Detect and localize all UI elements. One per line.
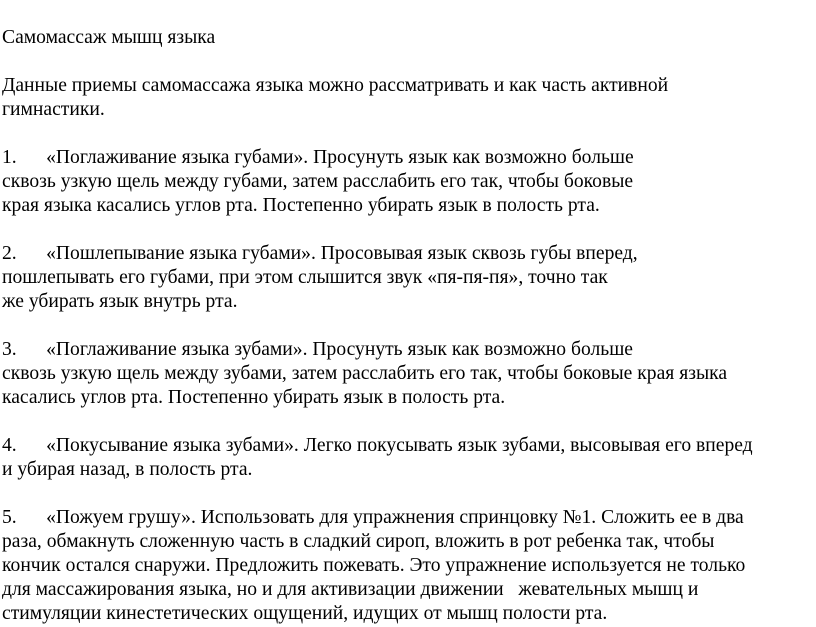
item-line: раза, обмакнуть сложенную часть в сладкий сироп, вложить в рот ребенка так, чтобы [2,531,715,552]
document-title: Самомассаж мышц языка [2,27,216,48]
item-line: же убирать язык внутрь рта. [2,291,238,312]
item-line: пошлепывать его губами, при этом слышится звук «пя-пя-пя», точно так [2,267,608,288]
item-line: стимуляции кинестетических ощущений, идущих от мышц полости рта. [2,603,608,624]
item-line: 5. «Пожуем грушу». Использовать для упражнения спринцовку №1. Сложить ее в два [2,507,744,528]
item-line: касались углов рта. Постепенно убирать язык в полость рта. [2,387,506,408]
intro-line-1: Данные приемы самомассажа языка можно рассматривать и как часть активной [2,75,669,96]
item-line: края языка касались углов рта. Постепенно убирать язык в полость рта. [2,195,600,216]
item-line: кончик остался снаружи. Предложить пожевать. Это упражнение используется не только [2,555,746,576]
item-line: сквозь узкую щель между губами, затем расслабить его так, чтобы боковые [2,171,634,192]
item-line: сквозь узкую щель между зубами, затем расслабить его так, чтобы боковые края языка [2,363,728,384]
item-line: 3. «Поглаживание языка зубами». Просунуть язык как возможно больше [2,339,633,360]
item-line: и убирая назад, в полость рта. [2,459,253,480]
item-line: для массажирования языка, но и для активизации движении жевательных мышц и [2,579,699,600]
item-line: 2. «Пошлепывание языка губами». Просовывая язык сквозь губы вперед, [2,243,638,264]
item-line: 4. «Покусывание языка зубами». Легко покусывать язык зубами, высовывая его вперед [2,435,753,456]
intro-line-2: гимнастики. [2,99,105,120]
item-line: 1. «Поглаживание языка губами». Просунуть язык как возможно больше [2,147,634,168]
